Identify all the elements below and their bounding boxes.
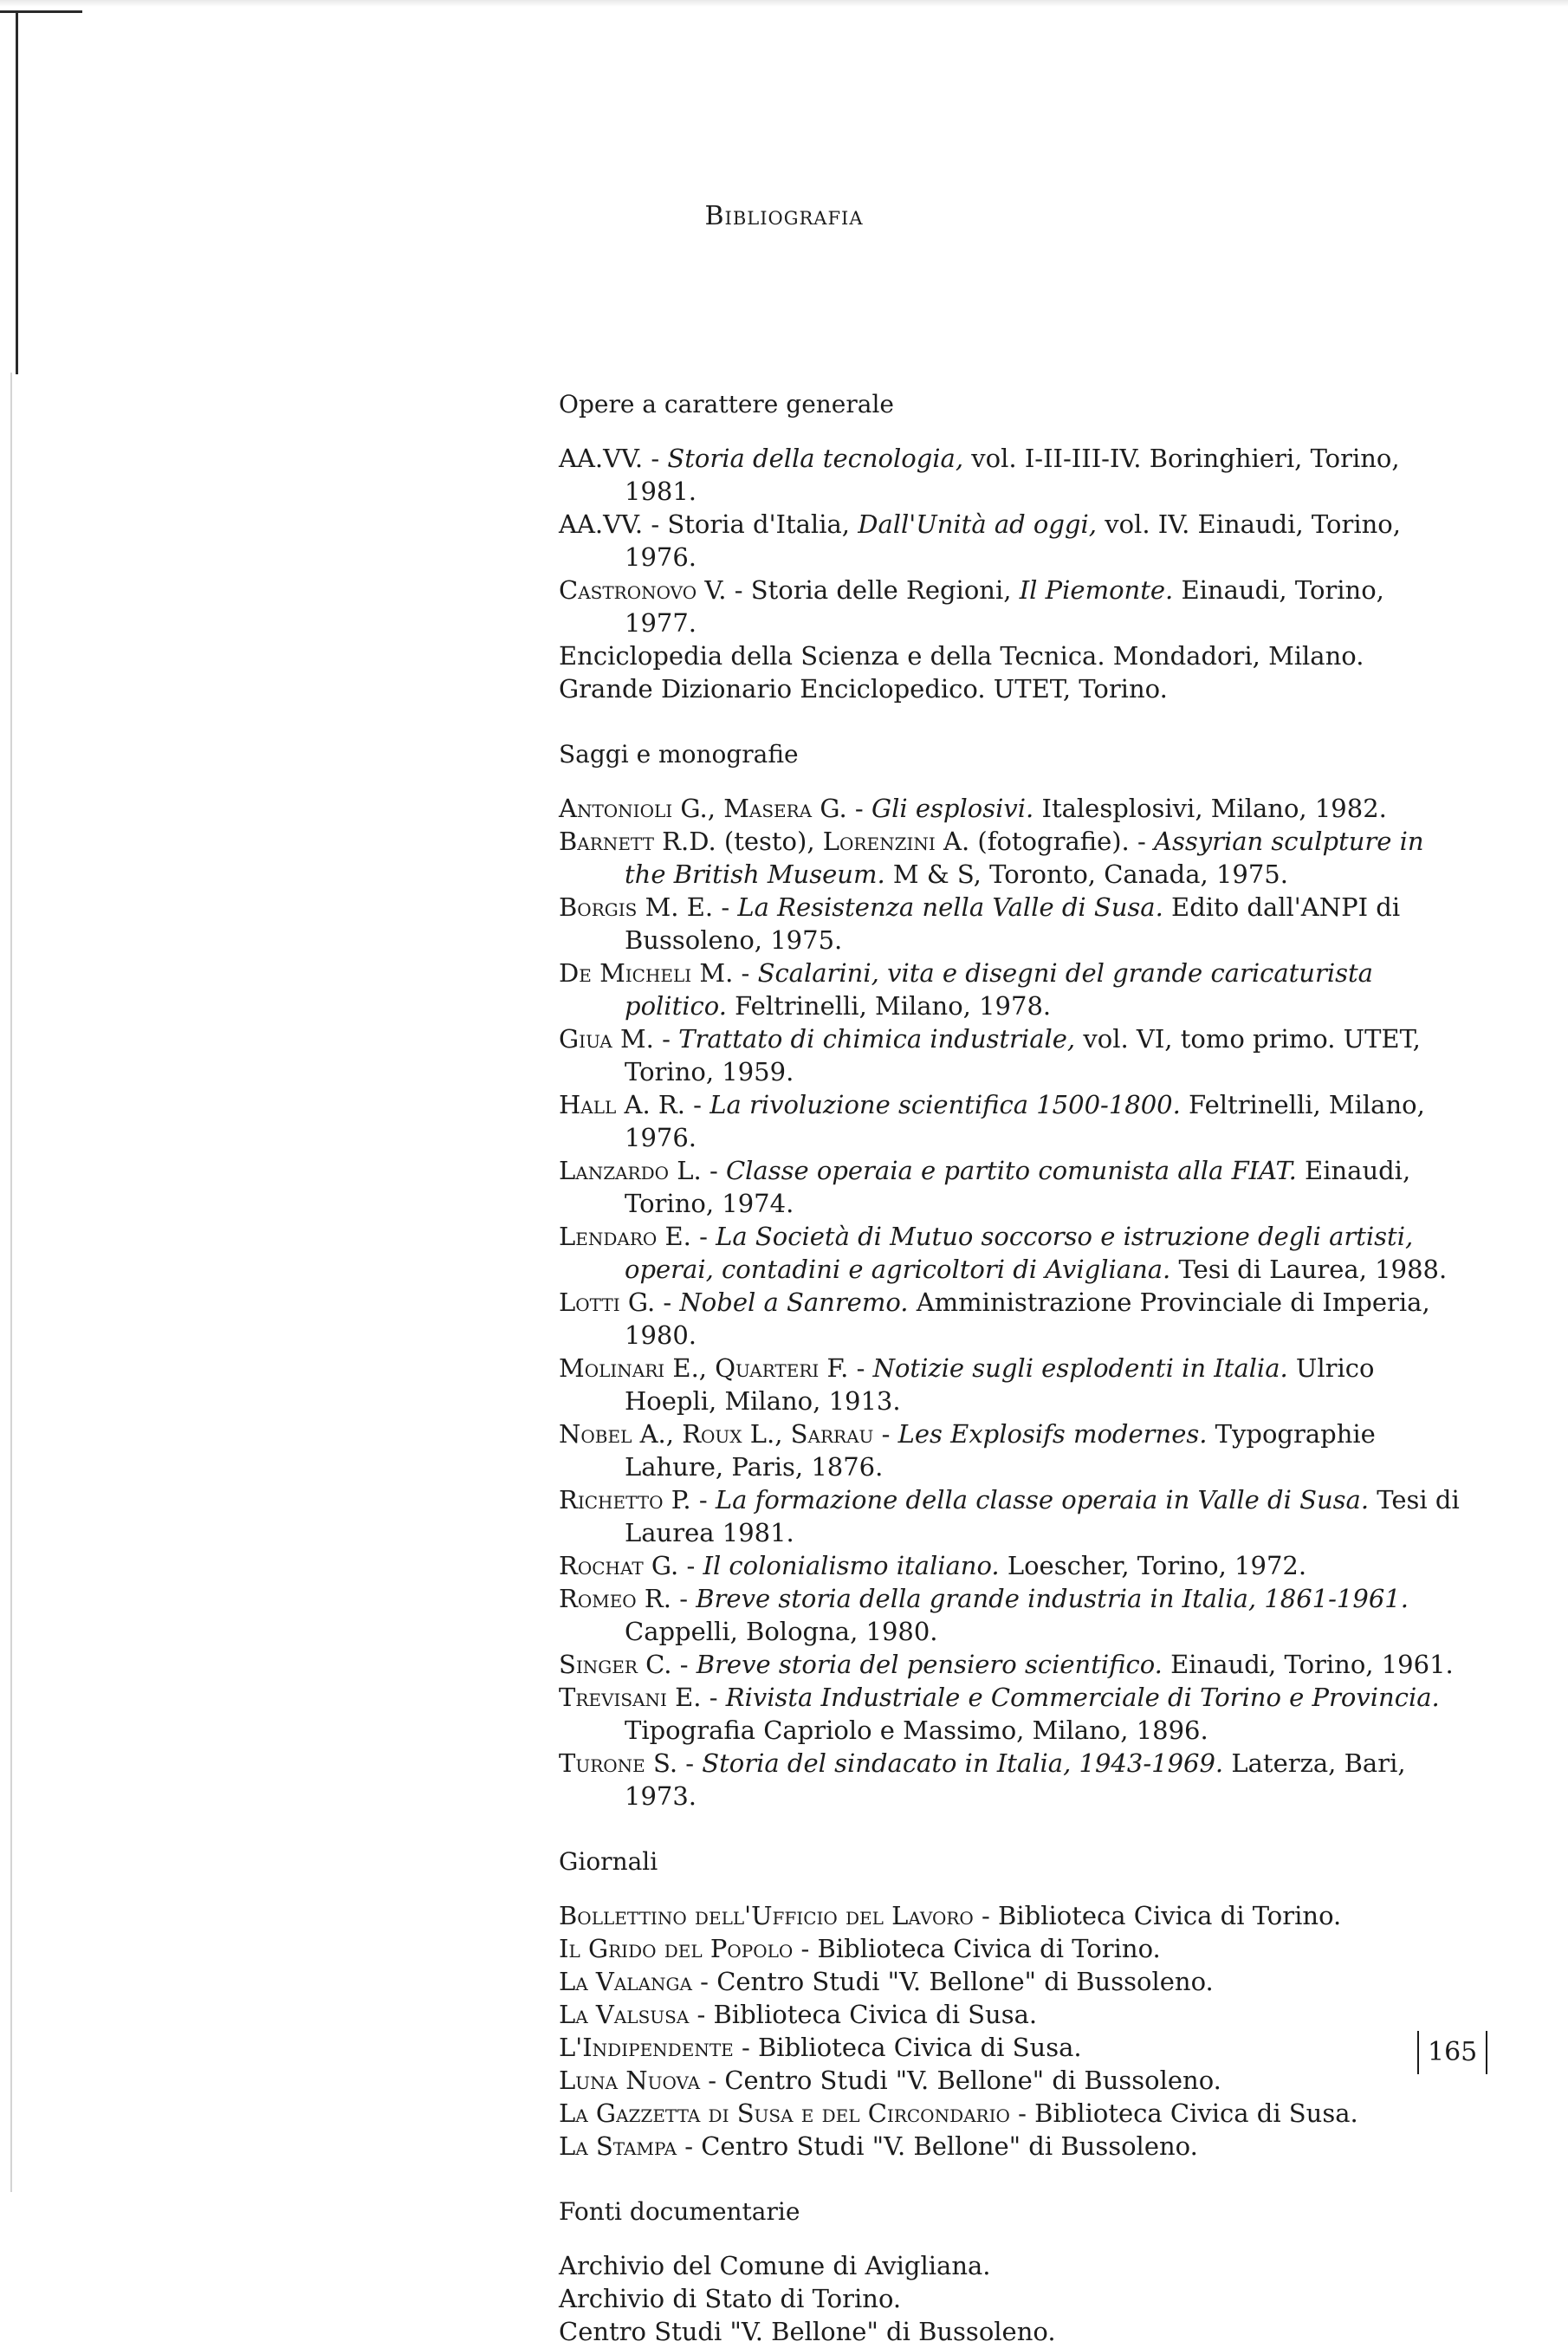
entry-title: Classe operaia e partito comunista alla FIAT. <box>725 1156 1297 1185</box>
entry-author: Nobel <box>559 1419 632 1449</box>
bibliography-entry <box>559 508 1464 574</box>
bibliography-entry <box>559 1022 1464 1088</box>
bibliography-entry <box>559 2282 1464 2315</box>
entry-text: A. R. - <box>616 1090 710 1119</box>
bibliography-entry <box>559 1899 1464 1932</box>
entry-text: - Biblioteca Civica di Susa. <box>689 2000 1038 2029</box>
entry-text: - Centro Studi "V. Bellone" di Bussoleno. <box>700 2066 1221 2095</box>
bibliography-entry <box>559 574 1464 639</box>
entry-publication: Italesplosivi, Milano, 1982. <box>1033 794 1387 823</box>
entry-title: Nobel a Sanremo. <box>679 1288 909 1317</box>
entry-text: F. - <box>819 1353 873 1383</box>
entry-text: R.D. (testo), <box>653 827 823 856</box>
entry-author: Roux <box>682 1419 742 1449</box>
entry-publication: Edito dall'ANPI di Bussoleno, 1975. <box>625 892 1401 955</box>
entry-author: Barnett <box>559 827 654 856</box>
entry-text: - Centro Studi "V. Bellone" di Bussoleno. <box>677 2131 1198 2161</box>
entry-title: Gli esplosivi. <box>871 794 1034 823</box>
entry-publication: Tesi di Laurea 1981. <box>625 1485 1460 1547</box>
scan-page-fold <box>10 373 12 2192</box>
bibliography-entry <box>559 1747 1464 1813</box>
entry-publication: vol. VI, tomo primo. UTET, Torino, 1959. <box>625 1024 1421 1086</box>
entry-publication: Einaudi, Torino, 1977. <box>625 575 1384 638</box>
entry-text: V. - Storia delle Regioni, <box>697 575 1020 605</box>
bibliography-entry <box>559 1549 1464 1582</box>
entry-text: A., <box>632 1419 683 1449</box>
entry-title: Dall'Unità ad oggi, <box>858 509 1097 539</box>
entry-text: - Biblioteca Civica di Torino. <box>973 1901 1342 1930</box>
entry-title: Trattato di chimica industriale, <box>678 1024 1076 1054</box>
bibliography-entry <box>559 442 1464 508</box>
entry-author: Hall <box>559 1090 617 1119</box>
bibliography-entry <box>559 1681 1464 1747</box>
entry-author: La Valanga <box>559 1967 692 1996</box>
entry-publication: Einaudi, Torino, 1961. <box>1162 1650 1454 1679</box>
entry-text: Enciclopedia della Scienza e della Tecnica. Mondadori, Milano. <box>559 641 1364 671</box>
entry-author: Molinari <box>559 1353 665 1383</box>
entry-author: L'Indipendente <box>559 2033 734 2062</box>
section-gap <box>559 2163 1464 2196</box>
bibliography-entry <box>559 2031 1464 2064</box>
bibliography-entry <box>559 1220 1464 1286</box>
bibliography-entry <box>559 639 1464 672</box>
entry-author: Richetto <box>559 1485 664 1515</box>
entry-text: G. - <box>812 794 871 823</box>
bibliography-entry <box>559 957 1464 1022</box>
entry-author: Antonioli <box>559 794 673 823</box>
entry-text: G. - <box>643 1551 703 1580</box>
entry-author: Singer <box>559 1650 638 1679</box>
entry-text: - Centro Studi "V. Bellone" di Bussoleno. <box>691 1967 1214 1996</box>
entry-title: Breve storia della grande industria in Italia, 1861-1961. <box>696 1584 1409 1613</box>
entry-text: E., <box>664 1353 716 1383</box>
bibliography-entry <box>559 2315 1464 2348</box>
bibliography-entry <box>559 2249 1464 2282</box>
scan-edge-top <box>0 0 1568 7</box>
entry-publication: vol. IV. Einaudi, Torino, 1976. <box>625 509 1401 572</box>
entry-text: M. - <box>612 1024 679 1054</box>
entry-publication: Amministrazione Provinciale di Imperia, 1980. <box>625 1288 1430 1350</box>
section-heading: Fonti documentarie <box>559 2197 800 2226</box>
entry-text: AA.VV. - Storia d'Italia, <box>559 509 859 539</box>
entry-publication: Ulrico Hoepli, Milano, 1913. <box>625 1353 1375 1416</box>
entry-title: Scalarini, vita e disegni del grande caricaturista politico. <box>625 958 1373 1021</box>
entry-publication: Feltrinelli, Milano, 1978. <box>726 991 1052 1021</box>
bibliography-entry <box>559 1965 1464 1998</box>
scan-crop-mark-horizontal <box>0 10 82 13</box>
entry-publication: Tesi di Laurea, 1988. <box>1170 1255 1448 1284</box>
page-title: Bibliografia <box>704 201 864 231</box>
bibliography-entry <box>559 1154 1464 1220</box>
scan-crop-mark-vertical <box>16 10 18 374</box>
entry-text: Centro Studi "V. Bellone" di Bussoleno. <box>559 2317 1056 2346</box>
entry-author: Lotti <box>559 1288 620 1317</box>
entry-text: G. - <box>619 1288 680 1317</box>
bibliography-entry <box>559 672 1464 705</box>
entry-author: Lorenzini <box>822 827 936 856</box>
entry-text: P. - <box>663 1485 716 1515</box>
entry-text: E. - <box>657 1222 716 1251</box>
entry-title: Il Piemonte. <box>1019 575 1174 605</box>
entry-author: Lendaro <box>559 1222 658 1251</box>
bibliography-entry <box>559 2130 1464 2163</box>
entry-title: Breve storia del pensiero scientifico. <box>696 1650 1163 1679</box>
entry-text: - Biblioteca Civica di Susa. <box>1009 2098 1358 2128</box>
bibliography-entry <box>559 1998 1464 2031</box>
bibliography-entry <box>559 2064 1464 2097</box>
bibliography-entry <box>559 1483 1464 1549</box>
entry-author: Giua <box>559 1024 612 1054</box>
bibliography-entry <box>559 792 1464 825</box>
entry-author: Borgis <box>559 892 638 922</box>
entry-text: - <box>873 1419 898 1449</box>
entry-title: Notizie sugli esplodenti in Italia. <box>872 1353 1288 1383</box>
entry-author: Sarrau <box>790 1419 874 1449</box>
entry-title: La formazione della classe operaia in Valle di Susa. <box>715 1485 1370 1515</box>
entry-author: Luna Nuova <box>559 2066 701 2095</box>
entry-publication: Loescher, Torino, 1972. <box>999 1551 1307 1580</box>
section-heading: Saggi e monografie <box>559 740 799 769</box>
entry-title: La rivoluzione scientifica 1500-1800. <box>709 1090 1181 1119</box>
entry-publication: Laterza, Bari, 1973. <box>625 1748 1406 1811</box>
section-heading: Opere a carattere generale <box>559 390 894 418</box>
entry-text: R. - <box>636 1584 697 1613</box>
entry-text: G., <box>672 794 724 823</box>
bibliography-entry <box>559 1648 1464 1681</box>
entry-publication: Feltrinelli, Milano, 1976. <box>625 1090 1425 1152</box>
bibliography-entry <box>559 891 1464 957</box>
entry-text: M. E. - <box>637 892 738 922</box>
entry-author: Turone <box>559 1748 645 1778</box>
entry-title: Rivista Industriale e Commerciale di Torino e Provincia. <box>725 1683 1440 1712</box>
entry-publication: Typographie Lahure, Paris, 1876. <box>625 1419 1376 1482</box>
entry-text: S. - <box>645 1748 703 1778</box>
entry-title: Il colonialismo italiano. <box>703 1551 1000 1580</box>
entry-publication: Cappelli, Bologna, 1980. <box>625 1617 938 1646</box>
entry-text: A. (fotografie). - <box>935 827 1155 856</box>
bibliography-entry <box>559 1932 1464 1965</box>
bibliography-entry <box>559 1088 1464 1154</box>
section-heading: Giornali <box>559 1847 658 1876</box>
entry-text: - Biblioteca Civica di Susa. <box>733 2033 1082 2062</box>
entry-publication: Einaudi, Torino, 1974. <box>625 1156 1411 1218</box>
entry-author: La Stampa <box>559 2131 677 2161</box>
entry-title: La Società di Mutuo soccorso e istruzione degli artisti, operai, contadini e agricoltori di Avigliana. <box>625 1222 1414 1284</box>
entry-author: Quarteri <box>715 1353 820 1383</box>
entry-author: De Micheli <box>559 958 692 988</box>
entry-text: E. - <box>666 1683 726 1712</box>
entry-title: Assyrian sculpture in the British Museum. <box>625 827 1424 889</box>
entry-author: Romeo <box>559 1584 637 1613</box>
bibliography-entry <box>559 1352 1464 1417</box>
entry-text: AA.VV. - <box>559 444 668 473</box>
section-gap <box>559 705 1464 738</box>
page-number: 165 <box>1417 2031 1487 2074</box>
bibliography-entry <box>559 1582 1464 1648</box>
entry-text: Grande Dizionario Enciclopedico. UTET, Torino. <box>559 674 1168 704</box>
entry-text: - Biblioteca Civica di Torino. <box>793 1934 1161 1963</box>
entry-author: Bollettino dell'Ufficio del Lavoro <box>559 1901 974 1930</box>
entry-title: Les Explosifs modernes. <box>897 1419 1208 1449</box>
bibliography-entry <box>559 825 1464 891</box>
entry-text: C. - <box>637 1650 697 1679</box>
entry-text: L., <box>742 1419 791 1449</box>
entry-title: La Resistenza nella Valle di Susa. <box>737 892 1163 922</box>
entry-author: Rochat <box>559 1551 644 1580</box>
entry-publication: M & S, Toronto, Canada, 1975. <box>884 859 1288 889</box>
bibliography-content <box>559 388 1464 2348</box>
entry-author: Lanzardo <box>559 1156 670 1185</box>
entry-publication: vol. I-II-III-IV. Boringhieri, Torino, 1981. <box>625 444 1400 506</box>
entry-author: Il Grido del Popolo <box>559 1934 794 1963</box>
bibliography-entry <box>559 2097 1464 2130</box>
entry-text: Archivio del Comune di Avigliana. <box>559 2251 991 2280</box>
entry-title: Storia della tecnologia, <box>667 444 964 473</box>
entry-author: Masera <box>723 794 813 823</box>
entry-publication: Tipografia Capriolo e Massimo, Milano, 1896. <box>625 1716 1208 1745</box>
entry-text: Archivio di Stato di Torino. <box>559 2284 902 2313</box>
entry-author: La Gazzetta di Susa e del Circondario <box>559 2098 1010 2128</box>
bibliography-entry <box>559 1286 1464 1352</box>
entry-text: M. - <box>691 958 758 988</box>
entry-text: L. - <box>669 1156 726 1185</box>
entry-author: Trevisani <box>559 1683 667 1712</box>
bibliography-entry <box>559 1417 1464 1483</box>
entry-author: La Valsusa <box>559 2000 690 2029</box>
section-gap <box>559 1813 1464 1845</box>
entry-title: Storia del sindacato in Italia, 1943-1969. <box>702 1748 1224 1778</box>
entry-author: Castronovo <box>559 575 697 605</box>
